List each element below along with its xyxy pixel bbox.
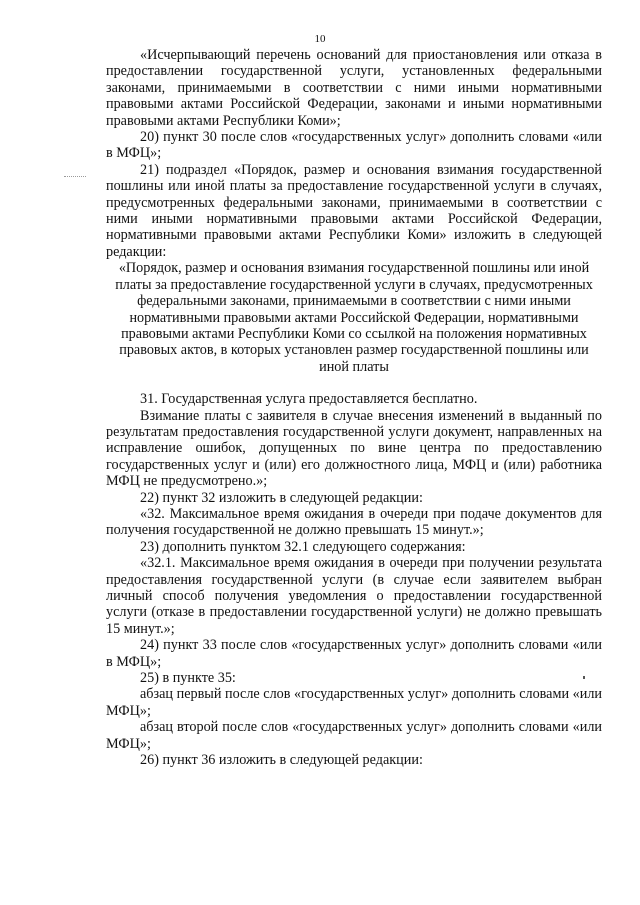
paragraph-first-abzac: абзац первый после слов «государственных услуг» дополнить словами «или МФЦ»; [106, 686, 602, 719]
paragraph-fee-exemption: Взимание платы с заявителя в случае внесения изменений в выданный по результатам предоставления государственной услуги документ, направленных на исправление ошибок, допущенных по вине центра по предоставлению государственных услуг и (или) его должностного лица, МФЦ и (или) работника МФЦ не предусмотрено.»; [106, 407, 602, 490]
paragraph-item-20: 20) пункт 30 после слов «государственных услуг» дополнить словами «или в МФЦ»; [106, 129, 602, 162]
paragraph-second-abzac: абзац второй после слов «государственных услуг» дополнить словами «или МФЦ»; [106, 719, 602, 752]
paragraph-item-32: «32. Максимальное время ожидания в очереди при подаче документов для получения государственной не должно превышать 15 минут.»; [106, 505, 602, 539]
margin-mark [64, 176, 86, 179]
paragraph-item-32-1: «32.1. Максимальное время ожидания в очереди при получении результата предоставления государственной услуги (в случае если заявителем выбран личный способ получения уведомления о предоставлении государственной услуги (отказе в предоставлении государственной услуги) не должно превышать 15 минут.»; [106, 555, 602, 637]
document-body [106, 47, 602, 768]
subsection-heading: «Порядок, размер и основания взимания государственной пошлины или иной платы за предоставление государственной услуги в случаях, предусмотренных федеральными законами, принимаемыми в соответствии с ними иными нормативными правовыми актами Российской Федерации, нормативными правовыми актами Республики Коми со ссылкой на положения нормативных правовых актов, в которых установлен размер государственной пошлины или иной платы [115, 260, 593, 375]
paragraph-grounds-list: «Исчерпывающий перечень оснований для приостановления или отказа в предоставлении государственной услуги, установленных федеральными законами, принимаемыми в соответствии с ними иными нормативными правовыми актами Российской Федерации, законами и иными нормативными правовыми актами Республики Коми»; [106, 47, 602, 129]
paragraph-item-22: 22) пункт 32 изложить в следующей редакции: [140, 489, 423, 506]
paragraph-item-23: 23) дополнить пунктом 32.1 следующего содержания: [140, 538, 466, 555]
paragraph-item-24: 24) пункт 33 после слов «государственных услуг» дополнить словами «или в МФЦ»; [106, 637, 602, 670]
paragraph-item-21: 21) подраздел «Порядок, размер и основания взимания государственной пошлины или иной платы за предоставление государственной услуги в случаях, предусмотренных федеральными законами, принимаемыми в соответствии с ними иными нормативными правовыми актами Российской Федерации, нормативными правовыми актами Республики Коми» изложить в следующей редакции: [106, 161, 602, 260]
paragraph-item-25: 25) в пункте 35: [140, 670, 236, 687]
page-number: 10 [314, 33, 326, 45]
paragraph-item-31: 31. Государственная услуга предоставляется бесплатно. [140, 391, 478, 408]
paragraph-item-26: 26) пункт 36 изложить в следующей редакции: [140, 752, 423, 769]
